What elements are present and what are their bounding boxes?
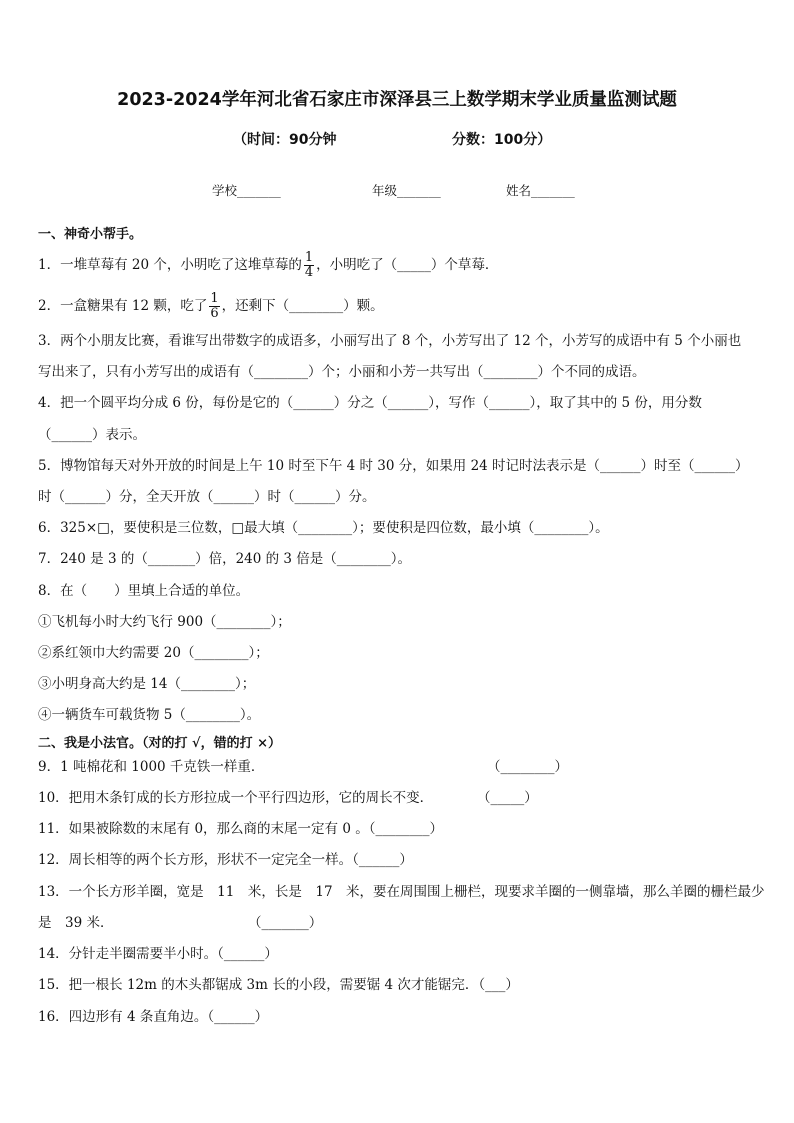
question-6: 6．325×□，要使积是三位数，□最大填（________）；要使积是四位数，最小填（________）。 xyxy=(38,520,609,536)
question-14: 14．分针走半圈需要半小时。（______） xyxy=(38,946,278,962)
question-2-text-b: ，还剩下（________）颗。 xyxy=(221,298,384,314)
name-field: 姓名_______ xyxy=(506,183,575,198)
question-10-blank: （_____） xyxy=(477,790,538,806)
question-16: 16．四边形有 4 条直角边。（______） xyxy=(38,1009,269,1025)
question-1-text-b: ，小明吃了（_____）个草莓． xyxy=(316,257,499,273)
question-13-line-1: 13．一个长方形羊圈，宽是 11 米，长是 17 米，要在周围围上栅栏，现要求羊圈的一侧靠墙，那么羊圈的栅栏最少 xyxy=(38,884,765,900)
question-15: 15．把一根长 12m 的木头都锯成 3m 长的小段，需要锯 4 次才能锯完．（___） xyxy=(38,977,519,993)
section-2-heading: 二、我是小法官。（对的打 √，错的打 ×） xyxy=(38,736,281,751)
question-13-blank: （_______） xyxy=(248,915,323,931)
question-7: 7．240 是 3 的（_______）倍，240 的 3 倍是（________）。 xyxy=(38,551,412,567)
fraction-numerator: 1 xyxy=(210,291,219,306)
question-4-line-2: （______）表示。 xyxy=(38,427,146,443)
fraction-denominator: 6 xyxy=(210,306,219,321)
question-8-item-4: ④一辆货车可载货物 5（________）。 xyxy=(38,707,261,723)
question-11: 11．如果被除数的末尾有 0，那么商的末尾一定有 0 。（________） xyxy=(38,821,443,837)
fraction-numerator: 1 xyxy=(304,250,314,265)
section-1-heading: 一、神奇小帮手。 xyxy=(38,227,143,242)
fraction-denominator: 4 xyxy=(304,265,314,280)
question-5-line-1: 5．博物馆每天对外开放的时间是上午 10 时至下午 4 时 30 分，如果用 24 时记时法表示是（______）时至（______） xyxy=(38,458,749,474)
exam-time: （时间：90分钟 xyxy=(233,132,337,148)
question-8-item-2: ②系红领巾大约需要 20（________）； xyxy=(38,645,269,661)
question-3-line-2: 写出来了，只有小芳写出的成语有（________）个；小丽和小芳一共写出（________）个不同的成语。 xyxy=(38,364,646,380)
question-9-blank: （________） xyxy=(487,759,568,775)
question-2-text-a: 2．一盒糖果有 12 颗，吃了 xyxy=(38,298,208,314)
school-field: 学校_______ xyxy=(212,183,281,198)
fraction-one-sixth xyxy=(209,292,219,321)
question-1 xyxy=(38,251,498,280)
question-8-item-3: ③小明身高大约是 14（________）； xyxy=(38,676,256,692)
exam-score: 分数：100分） xyxy=(452,132,552,148)
question-13-line-2: 是 39 米． xyxy=(38,915,114,931)
question-2 xyxy=(38,292,384,321)
question-5-line-2: 时（______）分，全天开放（______）时（______）分。 xyxy=(38,489,376,505)
question-3-line-1: 3．两个小朋友比赛，看谁写出带数字的成语多，小丽写出了 8 个，小芳写出了 12 个，小芳写的成语中有 5 个小丽也 xyxy=(38,333,742,349)
question-8-item-1: ①飞机每小时大约飞行 900（________）； xyxy=(38,614,291,630)
question-12: 12．周长相等的两个长方形，形状不一定完全一样。（______） xyxy=(38,852,413,868)
fraction-one-quarter xyxy=(304,251,314,280)
question-10: 10．把用木条钉成的长方形拉成一个平行四边形，它的周长不变． xyxy=(38,790,434,806)
question-8: 8．在（ ）里填上合适的单位。 xyxy=(38,583,250,599)
grade-field: 年级_______ xyxy=(372,183,441,198)
page-title: 2023-2024学年河北省石家庄市深泽县三上数学期末学业质量监测试题 xyxy=(117,90,677,110)
question-1-text-a: 1．一堆草莓有 20 个，小明吃了这堆草莓的 xyxy=(38,257,302,273)
question-9: 9．1 吨棉花和 1000 千克铁一样重． xyxy=(38,759,265,775)
question-4-line-1: 4．把一个圆平均分成 6 份，每份是它的（______）分之（______），写作（______），取了其中的 5 份，用分数 xyxy=(38,395,702,411)
